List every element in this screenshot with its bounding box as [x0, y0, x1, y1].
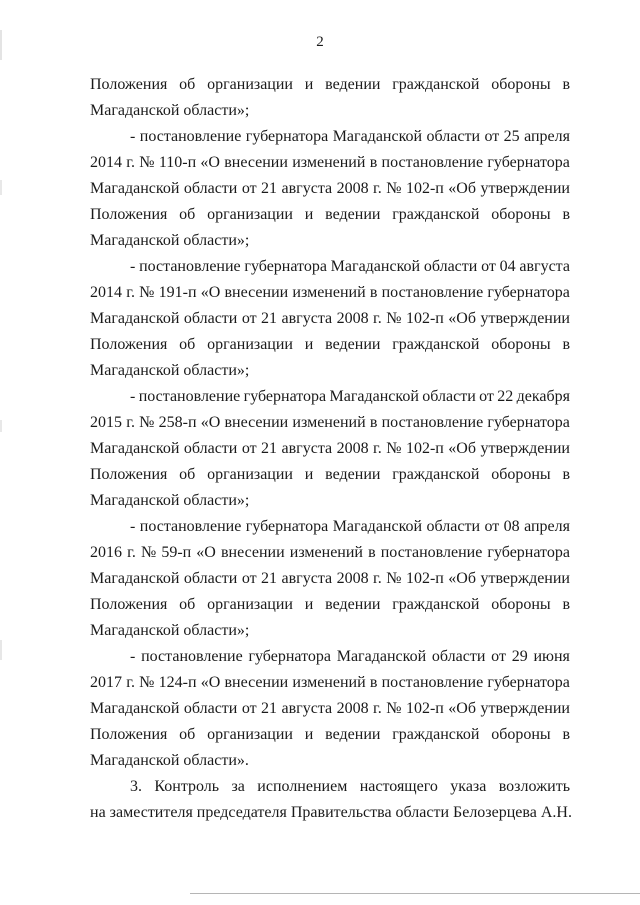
word: области [423, 258, 478, 275]
word: 25 [503, 128, 520, 145]
word: г. [127, 544, 136, 561]
word: Положения [90, 726, 168, 743]
word: «Об [448, 570, 476, 587]
word: 21 [261, 180, 278, 197]
word: губернатора [487, 154, 570, 171]
word: внесении [224, 284, 289, 301]
word: Положения [90, 596, 168, 613]
word: изменений [292, 414, 366, 431]
document-body [90, 72, 570, 826]
word: утверждении [480, 570, 570, 587]
word: области [183, 570, 238, 587]
word: 124-п [158, 674, 197, 691]
word: № [386, 570, 402, 587]
word: 2017 [90, 674, 122, 691]
word: Положения [90, 206, 168, 223]
word: Контроль [154, 778, 220, 795]
word: обороны [491, 596, 551, 613]
word: губернатора [487, 414, 570, 431]
word: губернатора [243, 388, 327, 405]
word: 102-п [405, 700, 444, 717]
word: 21 [261, 440, 278, 457]
word: области [183, 440, 238, 457]
word: № [139, 414, 155, 431]
word: «Об [448, 180, 476, 197]
word: Положения [90, 336, 168, 353]
word: постановление [381, 284, 484, 301]
word: «Об [448, 700, 476, 717]
text-line [90, 670, 570, 696]
word: г. [373, 570, 382, 587]
word: от [241, 440, 257, 457]
word: области [183, 310, 238, 327]
text-line [90, 124, 570, 150]
word: Положения [90, 76, 168, 93]
word: губернатора [487, 544, 570, 561]
word: «О [196, 544, 216, 561]
text-line [90, 592, 570, 618]
word: 102-п [405, 310, 444, 327]
word: области [183, 180, 238, 197]
word: Магаданской [90, 180, 180, 197]
word: 08 [503, 518, 520, 535]
word: губернатора [245, 128, 329, 145]
word: постановление [380, 544, 483, 561]
text-line [90, 566, 570, 592]
word: № [139, 154, 155, 171]
word: Магаданской области». [90, 752, 249, 769]
word: № [139, 674, 155, 691]
word: ведении [325, 596, 381, 613]
word: изменений [292, 284, 366, 301]
scan-edge-marks [0, 0, 4, 905]
text-line [90, 280, 570, 306]
word: области [183, 700, 238, 717]
word: губернатора [487, 674, 570, 691]
word: г. [373, 700, 382, 717]
text-line [90, 436, 570, 462]
word: 102-п [405, 440, 444, 457]
word: ведении [325, 336, 381, 353]
word: утверждении [480, 310, 570, 327]
word: организации [207, 206, 293, 223]
word: г. [373, 310, 382, 327]
word: г. [126, 154, 136, 171]
word: 21 [261, 310, 278, 327]
word: Магаданской [329, 388, 419, 405]
word: - [130, 258, 136, 275]
word: в [369, 414, 378, 431]
word: области [426, 518, 481, 535]
word: постановление [381, 154, 484, 171]
word: Магаданской области»; [90, 492, 250, 509]
word: 29 [511, 648, 528, 665]
word: и [304, 336, 314, 353]
word: августа [281, 570, 333, 587]
word: гражданской [392, 336, 480, 353]
text-line [90, 644, 570, 670]
word: № [140, 544, 157, 561]
word: и [304, 596, 314, 613]
word: постановление [138, 388, 241, 405]
word: ведении [325, 206, 381, 223]
word: губернатора [244, 258, 327, 275]
word: апреля [524, 518, 570, 535]
word: 2008 [336, 180, 369, 197]
word: постановление [141, 648, 243, 665]
text-line [90, 774, 570, 800]
word: исполнением [257, 778, 348, 795]
word: в [562, 596, 570, 613]
word: внесении [224, 414, 289, 431]
word: об [179, 466, 196, 483]
word: - [130, 128, 136, 145]
word: Магаданской [332, 128, 423, 145]
word: организации [207, 336, 293, 353]
word: от [484, 518, 500, 535]
word: от [241, 180, 257, 197]
word: от [241, 570, 257, 587]
bottom-rule [190, 893, 640, 894]
word: от [241, 310, 257, 327]
word: г. [373, 180, 382, 197]
text-line [90, 228, 570, 254]
word: июня [533, 648, 570, 665]
word: обороны [491, 206, 551, 223]
word: - [130, 648, 136, 665]
word: гражданской [392, 596, 480, 613]
word: Магаданской области»; [90, 362, 250, 379]
word: 2016 [90, 544, 122, 561]
word: области [422, 388, 476, 405]
word: 3. [130, 778, 142, 795]
word: в [369, 154, 378, 171]
word: августа [281, 310, 333, 327]
word: внесении [224, 674, 289, 691]
word: 21 [261, 570, 278, 587]
word: 2008 [336, 440, 369, 457]
word: области [426, 128, 481, 145]
word: и [304, 726, 314, 743]
word: изменений [289, 544, 363, 561]
word: от [481, 258, 496, 275]
word: утверждении [480, 180, 570, 197]
text-line [90, 618, 570, 644]
word: Магаданской [330, 258, 421, 275]
word: и [304, 466, 314, 483]
word: в [369, 674, 378, 691]
text-line [90, 696, 570, 722]
word: «Об [448, 310, 476, 327]
word: гражданской [392, 76, 480, 93]
word: внесении [220, 544, 285, 561]
word: Магаданской [90, 440, 180, 457]
word: 2014 [90, 154, 122, 171]
text-line [90, 462, 570, 488]
word: августа [281, 440, 333, 457]
word: № [386, 700, 402, 717]
word: возложить [498, 778, 570, 795]
word: обороны [491, 76, 551, 93]
word: 102-п [405, 180, 444, 197]
text-line [90, 540, 570, 566]
word: Магаданской [90, 700, 180, 717]
word: «О [200, 154, 220, 171]
text-line [90, 150, 570, 176]
word: 2008 [336, 310, 369, 327]
word: г. [126, 674, 135, 691]
text-line [90, 202, 570, 228]
word: изменений [292, 154, 366, 171]
word: постановление [381, 674, 484, 691]
text-line [90, 254, 570, 280]
word: изменений [292, 674, 366, 691]
word: ведении [325, 76, 381, 93]
word: Магаданской [90, 310, 180, 327]
word: в [368, 544, 376, 561]
word: указа [450, 778, 487, 795]
word: в [562, 206, 570, 223]
word: г. [373, 440, 382, 457]
word: № [386, 180, 402, 197]
word: 2008 [336, 570, 369, 587]
word: гражданской [392, 726, 480, 743]
word: области [431, 648, 486, 665]
word: апреля [524, 128, 570, 145]
word: в [562, 466, 570, 483]
word: в [369, 284, 378, 301]
word: от [484, 128, 500, 145]
word: об [179, 206, 196, 223]
word: г. [126, 414, 135, 431]
word: в [562, 336, 570, 353]
word: августа [519, 258, 570, 275]
word: от [479, 388, 494, 405]
word: 21 [261, 700, 278, 717]
word: обороны [491, 466, 551, 483]
word: внесении [224, 154, 288, 171]
word: от [491, 648, 506, 665]
text-line [90, 410, 570, 436]
word: 2014 [90, 284, 122, 301]
word: ведении [325, 726, 381, 743]
word: и [304, 76, 314, 93]
text-line [90, 800, 570, 826]
word: постановление [139, 518, 242, 535]
text-line [90, 72, 570, 98]
text-line [90, 748, 570, 774]
word: № [386, 310, 402, 327]
word: организации [207, 76, 293, 93]
text-line [90, 358, 570, 384]
word: 191-п [158, 284, 197, 301]
word: на заместителя председателя Правительства области Белозерцева А.Н. [90, 804, 572, 821]
text-line [90, 384, 570, 410]
word: губернатора [248, 648, 331, 665]
word: организации [207, 596, 293, 613]
word: и [304, 206, 314, 223]
word: Магаданской области»; [90, 102, 250, 119]
word: 22 [497, 388, 514, 405]
word: 102-п [405, 570, 444, 587]
word: постановление [381, 414, 484, 431]
word: обороны [491, 336, 551, 353]
text-line [90, 306, 570, 332]
word: в [562, 76, 570, 93]
text-line [90, 98, 570, 124]
word: за [231, 778, 245, 795]
word: «О [200, 284, 221, 301]
text-line [90, 488, 570, 514]
word: № [139, 284, 155, 301]
word: «О [200, 414, 221, 431]
word: об [179, 336, 196, 353]
word: № [386, 440, 402, 457]
word: 2015 [90, 414, 122, 431]
word: - [130, 518, 136, 535]
word: об [179, 596, 196, 613]
word: 59-п [161, 544, 192, 561]
word: 110-п [158, 154, 197, 171]
page-number: 2 [316, 34, 324, 50]
word: 04 [499, 258, 516, 275]
text-line [90, 722, 570, 748]
word: 258-п [158, 414, 197, 431]
word: Положения [90, 466, 168, 483]
word: Магаданской [332, 518, 423, 535]
word: об [179, 726, 196, 743]
word: гражданской [392, 206, 480, 223]
word: декабря [516, 388, 570, 405]
word: утверждении [480, 700, 570, 717]
word: - [130, 388, 136, 405]
word: постановление [139, 258, 241, 275]
word: гражданской [392, 466, 480, 483]
text-line [90, 332, 570, 358]
word: Магаданской области»; [90, 232, 250, 249]
word: августа [281, 180, 333, 197]
word: «Об [448, 440, 476, 457]
word: губернатора [487, 284, 570, 301]
word: августа [281, 700, 333, 717]
word: обороны [491, 726, 551, 743]
word: постановление [139, 128, 242, 145]
word: в [562, 726, 570, 743]
word: Магаданской [336, 648, 427, 665]
word: организации [207, 466, 293, 483]
word: 2008 [336, 700, 369, 717]
text-line [90, 176, 570, 202]
word: ведении [325, 466, 381, 483]
word: Магаданской области»; [90, 622, 250, 639]
word: г. [126, 284, 135, 301]
word: организации [207, 726, 293, 743]
word: Магаданской [90, 570, 180, 587]
word: об [179, 76, 196, 93]
word: от [241, 700, 257, 717]
word: утверждении [480, 440, 570, 457]
text-line [90, 514, 570, 540]
word: настоящего [359, 778, 438, 795]
word: «О [200, 674, 221, 691]
word: губернатора [245, 518, 329, 535]
